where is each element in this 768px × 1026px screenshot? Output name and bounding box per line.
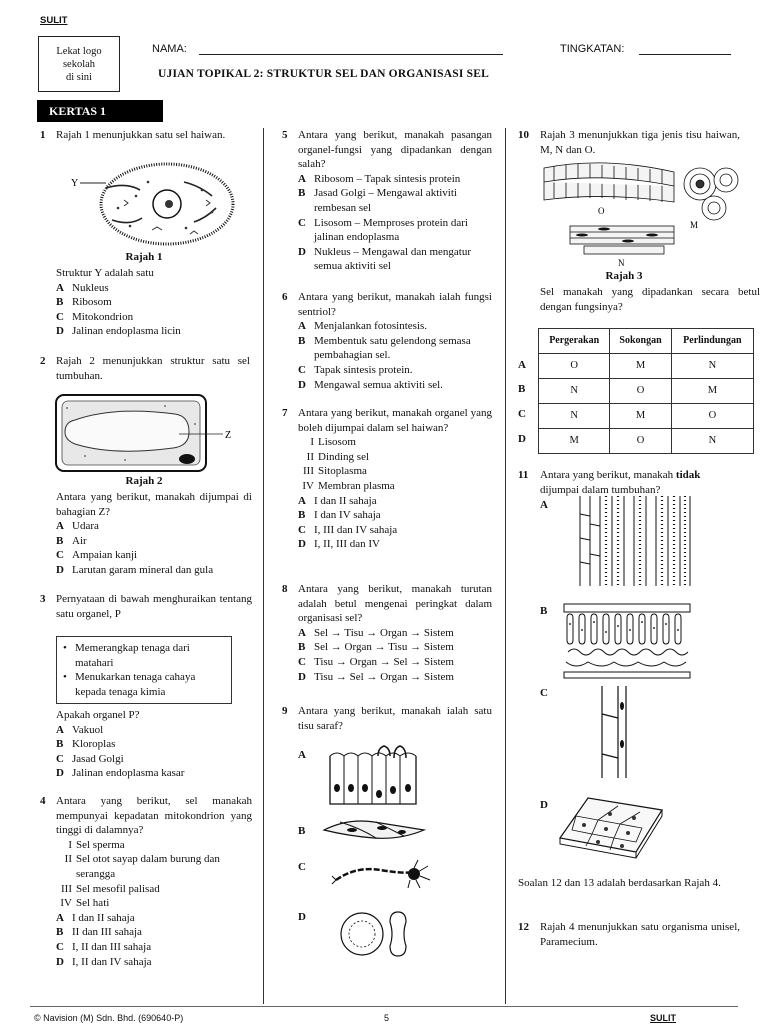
option-6c[interactable]: C Tapak sintesis protein.: [298, 363, 413, 376]
option-9b-smooth-muscle[interactable]: [322, 818, 426, 842]
question-12: 12 Rajah 4 menunjukkan satu organisma unisel, Paramecium.: [518, 921, 740, 948]
question-3-prompt: Apakah organel P?: [56, 709, 140, 721]
table-header-perlindungan: Perlindungan: [671, 329, 753, 354]
option-11c-letter[interactable]: C: [540, 687, 548, 699]
label-z: Z: [225, 430, 232, 441]
plant-cell-diagram: [55, 394, 245, 474]
animal-cell-diagram: [66, 160, 236, 248]
footer-rule: [30, 1006, 738, 1007]
statement-2: • Menukarkan tenaga cahaya kepada tenaga kimia: [63, 671, 196, 698]
row-label-c[interactable]: C: [518, 408, 526, 420]
option-1c[interactable]: C Mitokondrion: [56, 310, 134, 323]
tissue-label-n: N: [618, 258, 625, 268]
option-8c[interactable]: C Tisu → Organ → Sel → Sistem: [298, 655, 454, 668]
question-2-prompt: Antara yang berikut, manakah dijumpai di bahagian Z?: [56, 491, 252, 518]
option-9c-neurone[interactable]: [330, 858, 434, 890]
figure-3-caption: Rajah 3: [605, 270, 643, 282]
option-5a[interactable]: A Ribosom – Tapak sintesis protein: [298, 172, 461, 185]
school-logo-placeholder: Lekat logo sekolah di sini: [38, 36, 120, 92]
item-7-ii: II Dinding sel: [306, 450, 370, 463]
option-6d[interactable]: D Mengawal semua aktiviti sel.: [298, 378, 443, 391]
question-1-body: [56, 266, 256, 339]
option-2a[interactable]: A Udara: [56, 520, 99, 533]
figure-3-tissues: [542, 160, 742, 270]
table-row[interactable]: N M O: [539, 404, 754, 429]
option-11d-squamous[interactable]: [558, 794, 664, 860]
tingkatan-label: TINGKATAN:: [560, 43, 625, 55]
option-11b-letter[interactable]: B: [540, 605, 548, 617]
question-1-prompt: Struktur Y adalah satu: [56, 267, 154, 279]
table-row[interactable]: N O M: [539, 379, 754, 404]
row-label-a[interactable]: A: [518, 359, 526, 371]
figure-1-caption: Rajah 1: [125, 251, 163, 263]
option-9a-letter[interactable]: A: [298, 749, 306, 761]
item-4-iii: III Sel mesofil palisad: [61, 882, 160, 895]
option-5c[interactable]: C Lisosom – Memproses protein dari jalinan endoplasma: [298, 216, 468, 244]
item-4-iv: IV Sel hati: [60, 897, 110, 910]
option-1a[interactable]: A Nukleus: [56, 281, 109, 294]
option-11a-xylem[interactable]: [576, 494, 694, 588]
option-6b[interactable]: B Membentuk satu gelendong semasa pembahagian sel.: [298, 334, 471, 362]
question-5: 5 Antara yang berikut, manakah pasangan organel-fungsi yang dipadankan dengan salah? A Ribosom – Tapak sintesis protein B Jasad Golgi – Mengawal aktiviti rembesan sel C Lisosom – Memproses protein dari jalinan endoplasma D Nukleus – Mengawal dan mengatur semua aktiviti sel: [282, 129, 492, 273]
question-1: 1 Rajah 1 menunjukkan satu sel haiwan.: [40, 129, 226, 141]
option-8a[interactable]: A Sel → Tisu → Organ → Sistem: [298, 626, 454, 639]
option-9d-blood-cells[interactable]: [340, 908, 412, 960]
footer-sulit: SULIT: [650, 1013, 676, 1023]
figure-2-caption: Rajah 2: [125, 475, 163, 487]
section-header: KERTAS 1: [37, 100, 163, 122]
option-9c-letter[interactable]: C: [298, 861, 306, 873]
item-7-i: I Lisosom: [310, 436, 356, 449]
question-11: 11 Antara yang berikut, manakah tidak dijumpai dalam tumbuhan?: [518, 469, 701, 496]
question-7: 7 Antara yang berikut, manakah organel yang boleh dijumpai dalam sel haiwan? I Lisosom II Dinding sel III Sitoplasma IV Membran plasma A I dan II sahaja B I dan IV sahaja C I, III dan IV sahaja D I, II, III dan IV: [282, 407, 492, 551]
question-2: 2 Rajah 2 menunjukkan struktur satu sel tumbuhan.: [40, 355, 250, 382]
option-7a[interactable]: A I dan II sahaja: [298, 494, 377, 507]
option-8d[interactable]: D Tisu → Sel → Organ → Sistem: [298, 670, 454, 683]
option-8b[interactable]: B Sel → Organ → Tisu → Sistem: [298, 641, 454, 654]
row-label-d[interactable]: D: [518, 433, 526, 445]
option-5b[interactable]: B Jasad Golgi – Mengawal aktiviti rembesan sel: [298, 187, 457, 214]
question-3: 3 Pernyataan di bawah menghuraikan tentang satu organel, P: [40, 593, 252, 620]
label-y: Y: [71, 178, 79, 189]
sulit-top-label: SULIT: [40, 15, 68, 26]
option-4b[interactable]: B II dan III sahaja: [56, 926, 142, 939]
table-row[interactable]: M O N: [539, 429, 754, 454]
question-9: 9 Antara yang berikut, manakah ialah satu tisu saraf?: [282, 705, 492, 732]
row-label-b[interactable]: B: [518, 383, 526, 395]
column-divider-1: [263, 128, 264, 1004]
option-1b[interactable]: B Ribosom: [56, 296, 112, 309]
option-5d[interactable]: D Nukleus – Mengawal dan mengatur semua aktiviti sel: [298, 245, 472, 273]
item-7-iv: IV Membran plasma: [302, 479, 395, 492]
name-field-line[interactable]: [199, 54, 503, 55]
footer-publisher: © Navision (M) Sdn. Bhd. (690640-P): [34, 1013, 184, 1023]
question-6: 6 Antara yang berikut, manakah ialah fungsi sentriol? A Menjalankan fotosintesis. B Membentuk satu gelendong semasa pembahagian sel. C Tapak sintesis protein. D Mengawal semua aktiviti sel.: [282, 291, 492, 391]
option-7b[interactable]: B I dan IV sahaja: [298, 509, 381, 522]
column-divider-2: [505, 128, 506, 1004]
statement-1: • Memerangkap tenaga dari matahari: [63, 642, 190, 669]
option-3a[interactable]: A Vakuol: [56, 723, 104, 736]
question-2-body: [56, 490, 252, 578]
option-3c[interactable]: C Jasad Golgi: [56, 752, 124, 765]
option-7c[interactable]: C I, III dan IV sahaja: [298, 523, 398, 536]
option-11a-letter[interactable]: A: [540, 499, 548, 511]
question-10-prompt: Sel manakah yang dipadankan secara betul dengan fungsinya?: [540, 286, 760, 313]
option-3b[interactable]: B Kloroplas: [56, 738, 116, 751]
option-11d-letter[interactable]: D: [540, 799, 548, 811]
option-6a[interactable]: A Menjalankan fotosintesis.: [298, 320, 428, 333]
option-9d-letter[interactable]: D: [298, 911, 306, 923]
option-2d[interactable]: D Larutan garam mineral dan gula: [56, 563, 214, 576]
item-4-ii: II Sel otot sayap dalam burung dan serangga: [64, 853, 220, 880]
option-9b-letter[interactable]: B: [298, 825, 306, 837]
tingkatan-field-line[interactable]: [639, 54, 731, 55]
option-2b[interactable]: B Air: [56, 534, 87, 547]
table-header-pergerakan: Pergerakan: [539, 329, 610, 354]
tissue-label-m: M: [690, 220, 699, 230]
option-2c[interactable]: C Ampaian kanji: [56, 549, 138, 562]
table-row[interactable]: O M N: [539, 354, 754, 379]
option-4a[interactable]: A I dan II sahaja: [56, 911, 135, 924]
question-8: 8 Antara yang berikut, manakah turutan adalah betul mengenai peringkat dalam organisasi sel? A Sel → Tisu → Organ → Sistem B Sel → Organ → Tisu → Sistem C Tisu → Organ → Sel → Sistem D Tisu → Sel → Organ → Sistem: [282, 583, 492, 683]
statement-box: [56, 636, 232, 704]
question-10: 10 Rajah 3 menunjukkan tiga jenis tisu haiwan, M, N dan O.: [518, 129, 740, 156]
note-questions-12-13: Soalan 12 dan 13 adalah berdasarkan Rajah 4.: [518, 877, 721, 889]
tissue-label-o: O: [598, 206, 605, 216]
question-4: 4 Antara yang berikut, sel manakah mempunyai kepadatan mitokondrion yang tinggi di dalamnya? I Sel sperma II Sel otot sayap dalam burung dan serangga III Sel mesofil palisad IV Sel hati A I dan II sahaja B II dan III sahaja C I, II dan III sahaja D I, II dan IV sahaja: [40, 795, 252, 968]
option-4d[interactable]: D I, II dan IV sahaja: [56, 955, 152, 968]
item-4-i: I Sel sperma: [68, 838, 125, 851]
page-number: 5: [384, 1013, 390, 1023]
page-title: UJIAN TOPIKAL 2: STRUKTUR SEL DAN ORGANISASI SEL: [158, 68, 489, 80]
option-11b-leaf-section[interactable]: [562, 600, 692, 682]
answer-table: [538, 328, 754, 454]
item-7-iii: III Sitoplasma: [303, 465, 367, 478]
option-3d[interactable]: D Jalinan endoplasma kasar: [56, 767, 185, 780]
table-header-sokongan: Sokongan: [610, 329, 671, 354]
option-4c[interactable]: C I, II dan III sahaja: [56, 940, 152, 953]
option-7d[interactable]: D I, II, III dan IV: [298, 538, 380, 551]
option-9a-epithelium[interactable]: [328, 744, 420, 806]
question-3-body: [56, 708, 252, 781]
option-11c-phloem[interactable]: [596, 684, 636, 780]
option-1d[interactable]: D Jalinan endoplasma licin: [56, 325, 181, 338]
name-label: NAMA:: [152, 43, 187, 55]
